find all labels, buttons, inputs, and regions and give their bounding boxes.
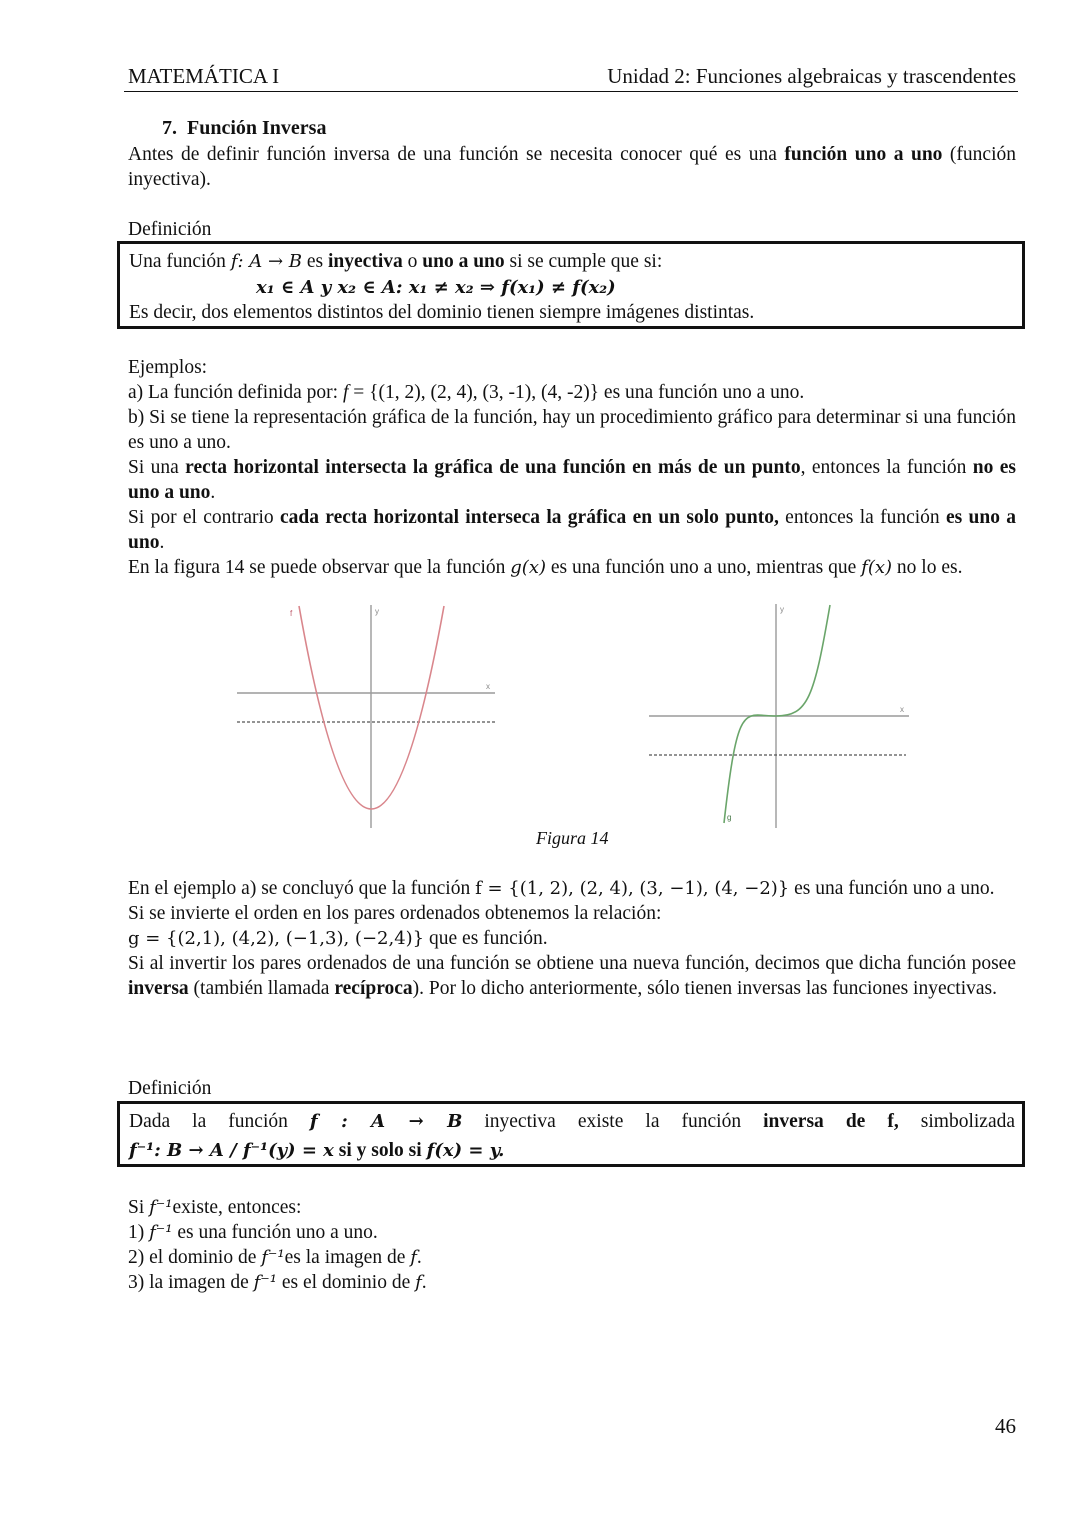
prop1-num: 1): [128, 1222, 150, 1243]
property-2: [128, 1245, 1016, 1270]
section-title-text: Función Inversa: [187, 117, 327, 139]
example-d-bold-1: cada recta horizontal interseca la gráfica en un solo punto,: [279, 507, 779, 528]
def2-text-a: Dada la función: [129, 1111, 310, 1132]
def1-text-d: si se cumple que si:: [504, 251, 663, 272]
example-d-text: Si por el contrario: [128, 507, 280, 528]
def1-formula-text: x₁ ∈ A y x₂ ∈ A: x₁ ≠ x₂ ⇒ f(x₁) ≠ f(x₂): [256, 277, 616, 298]
body-block-2: [128, 876, 1016, 1001]
header-right: Unidad 2: Funciones algebraicas y trascendentes: [607, 64, 1016, 88]
prop2-text: es la imagen de: [284, 1247, 411, 1268]
header-left: MATEMÁTICA I: [128, 64, 280, 88]
body2-paragraph-1: [128, 876, 1016, 901]
property-1: [128, 1220, 1016, 1245]
intro-text: Antes de definir función inversa de una función se necesita conocer qué es una: [128, 144, 785, 165]
body2-paragraph-3: [128, 926, 1016, 951]
props-intro-text: Si: [128, 1197, 150, 1218]
prop3-text: es el dominio de: [277, 1272, 416, 1293]
def1-text-b: es: [302, 251, 329, 272]
definition-2-line-1: [129, 1110, 1015, 1134]
prop3-end: .: [421, 1272, 427, 1293]
body2-p1-end: es una función uno a uno.: [789, 878, 995, 899]
body2-p1-text: En el ejemplo a) se concluyó que la función: [128, 878, 476, 899]
example-c-bold-1: recta horizontal intersecta la gráfica de una función en más de un punto: [185, 457, 801, 478]
body2-p3-end: que es función.: [424, 928, 548, 949]
right-x-axis-label: x: [900, 705, 904, 714]
figure-14-left-graph: [230, 600, 510, 835]
def1-text-a: Una función: [129, 251, 231, 272]
example-e-end: no lo es.: [892, 557, 963, 578]
def2-text-c: simbolizada: [920, 1111, 1016, 1132]
props-intro-math: f⁻¹: [149, 1197, 173, 1218]
figure-14-right-graph: [644, 598, 919, 833]
body2-paragraph-2: Si se invierte el orden en los pares ordenados obtenemos la relación:: [128, 903, 662, 924]
def2-formula-2: f(x) = y.: [426, 1140, 505, 1161]
body2-paragraph-4: [128, 951, 1016, 1001]
example-a: [128, 380, 1016, 405]
def2-bold-inversa: inversa de f,: [763, 1111, 899, 1132]
example-a-f: f: [342, 382, 349, 403]
property-3: [128, 1270, 1016, 1295]
prop3-num: 3) la imagen de: [128, 1272, 254, 1293]
prop3-math-2: f: [415, 1272, 422, 1293]
figure-caption: Figura 14: [536, 828, 609, 848]
header-rule: [124, 91, 1018, 92]
example-e-f: f(x): [861, 557, 893, 578]
definition-label-2: Definición: [128, 1078, 212, 1099]
definition-label-1: Definición: [128, 219, 212, 240]
intro-bold: función uno a uno: [784, 144, 943, 165]
left-curve-label: f: [290, 609, 293, 618]
prop2-math: f⁻¹: [261, 1247, 285, 1268]
example-d-end: .: [159, 532, 165, 553]
body2-p3-set: g = {(2,1), (4,2), (−1,3), (−2,4)}: [128, 928, 425, 949]
properties-block: [128, 1195, 1016, 1295]
example-d: [128, 505, 1016, 555]
left-x-axis-label: x: [486, 682, 490, 691]
right-cubic-curve: [724, 605, 830, 823]
def1-bold-inyectiva: inyectiva: [328, 251, 403, 272]
definition-box-1: [117, 241, 1025, 329]
properties-intro: [128, 1195, 1016, 1220]
prop2-num: 2) el dominio de: [128, 1247, 262, 1268]
example-e-text: En la figura 14 se puede observar que la función: [128, 557, 511, 578]
example-c-end: .: [210, 482, 216, 503]
body2-p4-mid: (también llamada: [188, 978, 335, 999]
def1-text-c: o: [402, 251, 423, 272]
example-c-text: Si una: [128, 457, 186, 478]
def2-math-map: f : A → B: [309, 1111, 463, 1132]
prop1-text: es una función uno a uno.: [172, 1222, 378, 1243]
example-a-set: = {(1, 2), (2, 4), (3, -1), (4, -2)} es una función uno a uno.: [348, 382, 805, 403]
definition-2-line-2: [129, 1139, 504, 1163]
examples-block: [128, 355, 1016, 580]
example-d-mid: entonces la función: [778, 507, 946, 528]
left-y-axis-label: y: [375, 607, 379, 616]
def2-bold-iff: si y solo si: [333, 1140, 427, 1161]
example-b: b) Si se tiene la representación gráfica de la función, hay un procedimiento gráfico para determinar si una función es uno a uno.: [128, 407, 1016, 453]
example-a-text: a) La función definida por:: [128, 382, 343, 403]
prop1-math: f⁻¹: [149, 1222, 173, 1243]
prop2-end: .: [416, 1247, 422, 1268]
body2-p4-bold-inversa: inversa: [128, 978, 189, 999]
body2-p4-text: Si al invertir los pares ordenados de una función se obtiene una nueva función, decimos que dicha función posee: [128, 953, 1016, 974]
section-title: [162, 117, 326, 140]
props-intro-end: existe, entonces:: [172, 1197, 302, 1218]
example-e-g: g(x): [510, 557, 546, 578]
right-y-axis-label: y: [780, 605, 784, 614]
def2-formula: f⁻¹: B → A / f⁻¹(y) = x: [129, 1140, 334, 1161]
page-number: 46: [995, 1414, 1016, 1438]
intro-paragraph: [128, 142, 1016, 192]
example-c-mid: , entonces la función: [800, 457, 973, 478]
prop2-math-2: f: [410, 1247, 417, 1268]
example-c: [128, 455, 1016, 505]
right-curve-label: g: [727, 813, 732, 822]
intro-text-end: (función inyectiva).: [128, 144, 1016, 190]
def1-bold-uno-a-uno: uno a uno: [422, 251, 505, 272]
example-d-bold-2: es uno a uno: [128, 507, 1017, 553]
definition-1-line-3: Es decir, dos elementos distintos del dominio tienen siempre imágenes distintas.: [129, 302, 755, 323]
body2-p1-set: f = {(1, 2), (2, 4), (3, −1), (4, −2)}: [475, 878, 790, 899]
example-e: [128, 555, 1016, 580]
example-c-bold-2: no es uno a uno: [128, 457, 1016, 503]
definition-box-2: [117, 1101, 1025, 1167]
prop3-math: f⁻¹: [253, 1272, 278, 1293]
def2-text-b: inyectiva existe la función: [484, 1111, 764, 1132]
definition-1-formula: [256, 276, 616, 300]
def1-math-map: f: A → B: [230, 251, 303, 272]
examples-label: Ejemplos:: [128, 357, 208, 378]
section-number: 7.: [162, 117, 177, 139]
example-e-mid: es una función uno a uno, mientras que: [546, 557, 862, 578]
definition-1-line-1: [129, 250, 662, 274]
body2-p4-end: ). Por lo dicho anteriormente, sólo tienen inversas las funciones inyectivas.: [412, 978, 997, 999]
body2-p4-bold-reciproca: recíproca: [334, 978, 413, 999]
